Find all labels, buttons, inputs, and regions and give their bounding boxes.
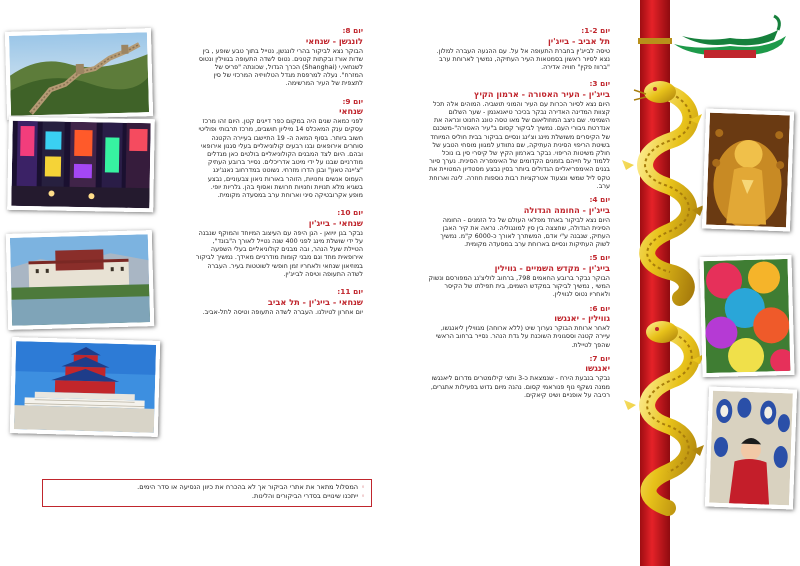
bullet-icon: ◦ [361,483,365,491]
day-5 [426,254,610,298]
day-6-text: לאחר ארוחת הבוקר נערוך שיט (ללא ארוחה) מגווילין ליאנגשו, עיירה קטנה וססגונית השוכנת על גדת הנהר. נסייר ברחוב הראשי שהפך לטיילת. [435,324,610,349]
day-10-subtitle: שנחאי - בייג'ין [308,217,363,228]
day-6-title: יום 6: [589,303,610,313]
day-1-2-title: יום 1-2: [581,26,610,35]
day-7 [426,355,610,399]
dragon-pillar [610,0,710,566]
day-6 [426,305,610,349]
day-7-text: נבקר בנבעת הירח - שנמצאת כ-3 ותצי קילומטרים מדרום ליאנגשו ממנה נשקף נוף פנוראמי קסום. נהנה מיום גדוש בפעילות אתגרים, רכיבה על אופניים ושיט קיאקים. [430,374,610,399]
note-item [49,492,365,501]
day-4-subtitle: בייג'ין - החומה הגדולה [523,204,610,215]
note-text: המסלול מתאר את אתרי הביקור אך לא בהכרח את כיוון הנסיעה או סדר הימים. [137,483,359,491]
notes-box [42,479,372,507]
day-10-text: נבקר בגן יויואן - הגן היפה עם העיצוב המיוחד והמוקף שנבנה על ידי שושלת מינג לפני 400 שנה נטייל לאורך ה"בונד", הטיילת שעל הנהר, ובה מבנים קולוניאליים בעלי השפעה אירופאית מחד וגם מבני קומות מודרניים מאידך. נמשיך לביקור במוזיאון שנחאי ולאחריו זמן חופשי לשוטטות בעיר. העברה לשדה התעופה וטיסה לבייג'ין. [195,228,363,278]
day-4-title: יום 4: [589,195,610,205]
note-text: ייתכנו שינויים בסדרי הביקורים והלינות. [251,492,359,500]
day-3-subtitle: בייג'ין - העיר האסורה - ארמון הקיץ [474,88,610,99]
day-5-text: הבוקר נבקר ברובע החאמים 798, ברחוב לוליצ'נג המפורסם ונשוק המשי , נמשיך לביקור במקדש השמים, בית תפילתו של הקיסר ולאחריו נטוס לגווילין. [428,274,610,299]
day-9 [195,98,363,200]
day-9-text: לפני כמאה שנים היה במקום כפר דייגים קטן. היום זהו מרכז עסקים ענק המאכלס 14 מיליון תושבים, מרכז תרבותי ופוליטי חשוב ביותר. בסוף המאה ה- 19 התיישבו בעיירה הקטנה סוחרים אירופאים ובנו רבעים קולוניאליים בעלי סגנון אירופאי ובהם. היום לצד המבנים הקולוניאליים בולטים כאן מגדלים מודרניים שבנו על ידי מיטב אדריכלים. נסייר ברובע העתיק "צ'יינה טאון" ובגן הדרו מזרחי. נשוטט במדרחוב נאנג'ינג העמוס אנשים וחנויות, הזוהר באורות ניאון צבעוניים, נבצע בשגיא מלא תנויות וחנויות חרושת ואסוף בהן. גלריות יופי. מופע אקרובטיקה סיני וארוחת ערב במסעדה מקומית. [198,117,363,200]
day-7-title: יום 7: [589,353,610,363]
temple-of-heaven-photo [10,337,160,437]
day-11-title: יום 11: [337,287,363,297]
palace-photo [6,230,154,330]
day-1-2 [426,27,610,71]
great-wall-photo [5,28,153,120]
day-11 [195,288,363,316]
market-photo [705,387,797,510]
day-6-subtitle: גווילין - יאנגשו [554,313,610,324]
note-item [49,483,365,492]
day-8-text: הבוקר נצא לביקור בהרי לונגשן, נטייל בתוך טבע שופע , בין שדות אורז ובקתות קטנים. נטוס לשדה התעופה בגווילין ונטוס לשנחאי,י (Shanghai) הכרך הגדול, שכונתה "פריס של המזרח". נעלה למרפסת מגדל הטלוויזיה המרכזי של סין לתצפית של העיר המרשימה. [198,46,363,88]
day-3-text: היום נצא לסיור הכרות עם העיר והמוני תושביה. המוהים אלה תכל קצוות המדינה האדירה נבקר בכיכר טיאנאנמן - שער השלום השמימי. שם ניצב המוזוליאום של מאו טסה טונג החנוט ונראה את אנדרטת גיבורי העם. נמשיך לביקור קסום ב"עיר האסורה"-משכנם של הקיסרים משושלת מינג וצ'ינג ונסיים בביקור בבית חוליס המיוחד בשיטת הריפוי הסינית העתיקה, שם נתוודע למגוון מוסחי הטבע של חולק משיטות הריפוי. נבקר בארמון הקיץ של קיסרי סין בו נוכל ללמוד על חייהם בזמנים הקדומים של האימפריה הסינית. נערך סיור בגנים האימפריאליים הגדולים ביותר בסין נבצע מסטדיון המטויית את טקס ליל שמשי ונצעוד אטרקציות רבות נוספות חוזרה. לינה וארוחת ערב. [428,99,610,190]
day-8 [195,27,363,88]
bullet-icon: ◦ [361,492,365,500]
shanghai-night-photo [7,117,155,213]
day-11-text: יום אחרון לטיולנו. העברה לשדה התעופה וטיסה לתל-אביב. [202,307,363,316]
day-7-subtitle: יאנגשו [585,363,610,374]
day-8-subtitle: לונגשן - שנחאי [305,35,363,46]
day-11-subtitle: שנחאי - בייג'ין - תל אביב [267,296,363,307]
umbrellas-photo [699,255,794,377]
day-3-title: יום 3: [589,79,610,89]
day-1-2-text: טיסה לבייג'ין בחברת התעופה אל על. עם ההגעה העברה למלון. נצא לסיור ראשון בסמטאות העיר העתיקה, נמשיך לארוחת ערב "ברווז פקין" חוויה אדירה. [436,46,610,71]
pagoda-roof-icon [674,14,786,62]
left-itinerary-column [195,27,363,322]
day-9-title: יום 9: [342,96,363,106]
day-1-2-subtitle: תל אביב - בייג'ין [547,35,610,46]
day-10-title: יום 10: [337,208,363,218]
day-10 [195,209,363,278]
day-5-subtitle: בייג'ין - מקדש השמיים - גווילין [494,263,610,274]
day-4-text: היום נצא לביקור באחד מפלאי העולם של כל הזמנים - החומה הסינית הגדולה, שחצצה בין סין למונגוליה. נראה את קיר האבן העתיק, שנבנה ע"י אדם, המשתרך לאורך כ-6000 ק"מ. נמשיך לשוק העתיקות ונסיים בארוחת ערב במסעדה מקומית. [440,215,610,249]
dragon-pillar-icon [610,0,710,566]
day-9-subtitle: שנחאי [339,106,363,117]
day-3 [426,80,610,190]
day-5-title: יום 5: [589,253,610,263]
day-8-title: יום 8: [342,26,363,35]
right-itinerary-column [426,27,610,405]
day-4 [426,196,610,248]
golden-buddha-photo [702,109,794,232]
